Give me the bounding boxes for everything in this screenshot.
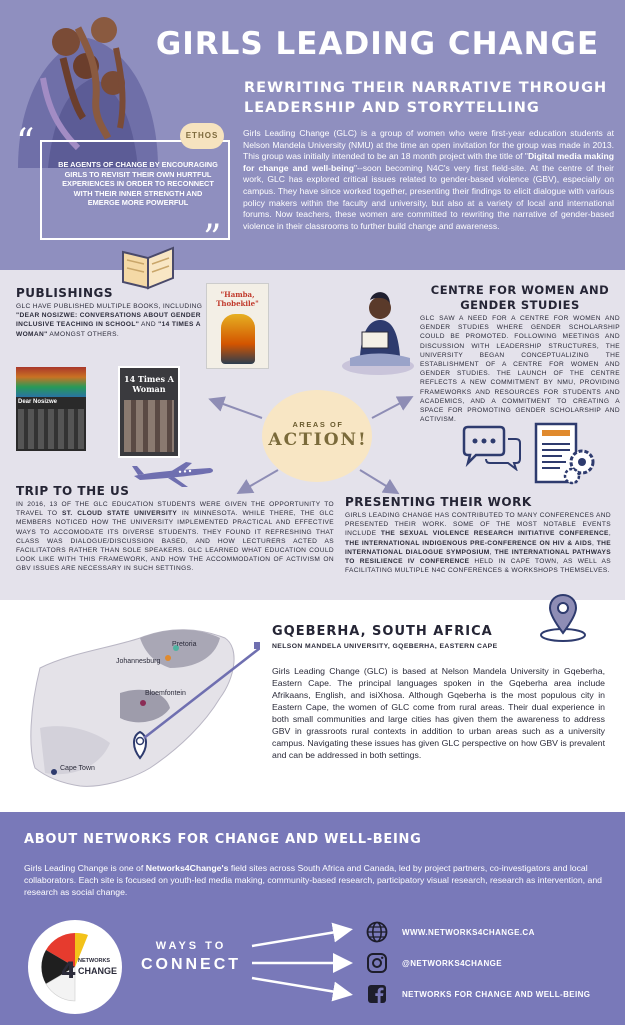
ways-line-2: CONNECT	[140, 956, 242, 973]
pres-sep-2: ,	[591, 539, 597, 547]
svg-text:4: 4	[61, 959, 77, 984]
ways-to-connect	[136, 940, 246, 974]
link-facebook[interactable]	[366, 982, 616, 1006]
pub-text-a: GLC HAVE PUBLISHED MULTIPLE BOOKS, INCLUDING	[16, 303, 203, 310]
ethos-statement: BE AGENTS OF CHANGE BY ENCOURAGING GIRLS TO REVISIT THEIR OWN HURTFUL EXPERIENCES IN ORDER TO RECONNECT WITH THEIR INNER STRENGTH AND EMERGE MORE POWERFUL	[58, 160, 218, 208]
networks4change-logo	[28, 920, 122, 1014]
presenting-text	[345, 511, 611, 575]
intro-text-2: "--soon becoming N4C's very first field-site. At the centre of their work, GLC has explored critical issues related to gender-based violence (GBV), especially on campus. They have since worked together, presenting their findings to elicit dialogue with various policy makers within the faculty and university, but also at a variety of local and international forums. Now teachers, these women are committed to rewriting the narrative of gender-based violence in their classrooms to further build change and awareness.	[243, 162, 614, 231]
map-label-bloemfontein: Bloemfontein	[145, 690, 186, 697]
open-quote-icon: “	[16, 122, 35, 163]
book3-title: "Hamba, Thobekile"	[216, 290, 259, 308]
globe-icon	[366, 921, 388, 943]
logo-text-line-1: NETWORKS	[78, 958, 111, 964]
airplane-icon	[130, 460, 215, 488]
pres-sep-1: ,	[608, 530, 611, 538]
publishings-heading: PUBLISHINGS	[16, 286, 113, 300]
networks-heading: ABOUT NETWORKS FOR CHANGE AND WELL-BEING	[24, 832, 422, 847]
net-text-brand: Networks4Change's	[145, 863, 229, 873]
areas-label-small: AREAS OF	[292, 420, 344, 429]
net-text-a: Girls Leading Change is one of	[24, 863, 146, 873]
location-text: Girls Leading Change (GLC) is based at Nelson Mandela University in Gqeberha, Eastern Cape. The principal languages spoken in the Gqeberha area include Afrikaans, English, and isiXhosa. Although Gqeberha is the most populous city in Eastern Cape, the women of GLC come from rural areas. Their dual experience in both small communities and large cities has given them the awareness to address GBV in grassroots rural contexts in addition to urban areas such as a university campus. Navigating these issues has given GLC perspective on how GBV is prevalent and can be addressed in both settings.	[272, 666, 605, 760]
trip-text-a: IN 2016, 13 OF THE GLC EDUCATION STUDENTS WERE GIVEN THE OPPORTUNITY TO TRAVEL TO	[16, 501, 334, 518]
instagram-icon	[366, 952, 388, 974]
trip-text-c: IN MINNESOTA. WHILE THERE, THE GLC MEMBERS NOTICED HOW THE UNIVERSITY IMPLEMENTED PRACTICAL AND EFFECTIVE WAYS TO ACCOMODATE ITS DIVERSE STUDENTS. THEY FOUND IT REFRESHING THAT CLASS WAS DIALOGUE/DISCUSSION BASED, AND HOW LECTURERS ACTED AS FACILITATORS RATHER THAN SOLE SPEAKERS. GLC LEARNED WHAT EDUCATION COULD LOOK LIKE WITH THIS FRAMEWORK, AND HOW THE ACCOMMODATION OF ACTIVISM ON GBV ISSUES ARE NECESSARY IN SUCH SETTINGS.	[16, 510, 334, 573]
pres-event-symposium: THE INTERNATIONAL DIALOGUE SYMPOSIUM	[345, 539, 611, 556]
map-label-johannesburg: Johannesburg	[116, 658, 161, 665]
trip-university: ST. CLOUD STATE UNIVERSITY	[61, 510, 178, 518]
page-title: GIRLS LEADING CHANGE	[155, 26, 600, 62]
map-label-pretoria: Pretoria	[172, 641, 197, 648]
centre-heading-line-1: CENTRE FOR WOMEN AND	[430, 283, 610, 297]
centre-text: GLC SAW A NEED FOR A CENTRE FOR WOMEN AND GENDER STUDIES WHERE GENDER SCHOLARSHIP COULD BE PROMOTED. FOLLOWING MEETINGS AND DISCUSSION WITH LEADERSHIP STRUCTURES, THE UNIVERSITY BEGAN CONCEPTUALIZING THE ESTABLISHMENT OF A CENTRE FOR WOMEN AND GENDER STUDIES. THE LAUNCH OF THE CENTRE REFLECTS A NEW COMMITMENT BY NMU, PROVIDING FRAMEWORKS AND RESOURCES FOR STUDENTS AND ACADEMICS, AND A COMMITMENT TO CREATING A SPACE FOR PROMOTING GENDER SCHOLARSHIP AND ACTIVISM.	[420, 315, 620, 424]
pub-text-e: AMONGST OTHERS.	[47, 330, 120, 338]
location-heading: GQEBERHA, SOUTH AFRICA	[272, 624, 493, 639]
chat-bubbles-icon	[460, 425, 522, 471]
instagram-handle[interactable]: @NETWORKS4CHANGE	[402, 958, 502, 968]
pres-text-a: GIRLS LEADING CHANGE HAS CONTRIBUTED TO MANY CONFERENCES AND PRESENTED THEIR WORK. SOME OF THE MOST NOTABLE EVENTS INCLUDE	[345, 512, 611, 538]
pres-event-hiv: THE INTERNATIONAL INDIGENOUS PRE-CONFERENCE ON HIV & AIDS	[345, 539, 592, 547]
location-subheading: NELSON MANDELA UNIVERSITY, GQEBERHA, EASTERN CAPE	[272, 643, 498, 650]
facebook-page[interactable]: NETWORKS FOR CHANGE AND WELL-BEING	[402, 989, 591, 999]
trip-heading: TRIP TO THE US	[16, 484, 130, 498]
subtitle-line-2: LEADERSHIP AND STORYTELLING	[244, 100, 540, 116]
networks-text	[24, 862, 609, 898]
ways-line-1: WAYS TO	[155, 940, 227, 952]
pres-event-svri: THE SEXUAL VIOLENCE RESEARCH INITIATIVE CONFERENCE	[380, 530, 609, 538]
link-instagram[interactable]	[366, 951, 616, 975]
connect-arrows	[248, 918, 358, 1008]
pres-event-resilience: THE INTERNATIONAL PATHWAYS TO RESILIENCE IV CONFERENCE	[345, 548, 612, 566]
document-gear-icon	[532, 420, 598, 488]
pub-book-14-times: "14 TIMES A WOMAN"	[16, 321, 201, 338]
map-label-cape-town: Cape Town	[60, 765, 95, 772]
areas-label-big: ACTION!	[268, 430, 368, 450]
south-africa-map	[20, 608, 260, 798]
facebook-icon	[366, 983, 388, 1005]
book2-title: 14 Times A Woman	[124, 374, 174, 394]
link-website[interactable]	[366, 920, 616, 944]
pres-sep-3: ,	[489, 548, 495, 556]
pub-book-dear-nosizwe: "DEAR NOSIZWE: CONVERSATIONS ABOUT GENDER INCLUSIVE TEACHING IN SCHOOL"	[16, 312, 201, 329]
pres-text-i: HELD IN CAPE TOWN, AS WELL AS FACILITATING MULTIPLE N4C CONFERENCES & WORKSHOPS THEMSELVES.	[345, 558, 611, 575]
location-pin-icon	[536, 593, 590, 643]
trip-text	[16, 500, 334, 574]
close-quote-icon: ”	[203, 218, 222, 259]
logo-text-line-2: CHANGE	[78, 966, 118, 976]
net-text-c: field sites across South Africa and Canada, led by project partners, co-investigators and local collaborators. Each site is focused on youth-led media making, community-based research, participatory visual research, research as intervention, and research as social change.	[24, 863, 603, 897]
intro-bold-title: Digital media making for change and well-being	[243, 151, 614, 173]
website-url[interactable]: WWW.NETWORKS4CHANGE.CA	[402, 927, 535, 937]
subtitle-line-1: REWRITING THEIR NARRATIVE THROUGH	[244, 80, 608, 96]
intro-text-1: Girls Leading Change (GLC) is a group of women who were first-year education students at Nelson Mandela University (NMU) at the time an open invitation for the group was made in 2013. This group was initially intended to be an 18 month project with the title of "	[243, 128, 614, 162]
centre-heading-line-2: GENDER STUDIES	[460, 298, 580, 312]
ethos-badge: ETHOS	[180, 123, 224, 149]
book1-title: Dear Nosizwe	[18, 399, 58, 405]
pub-text-c: AND	[139, 321, 159, 329]
presenting-heading: PRESENTING THEIR WORK	[345, 495, 532, 509]
